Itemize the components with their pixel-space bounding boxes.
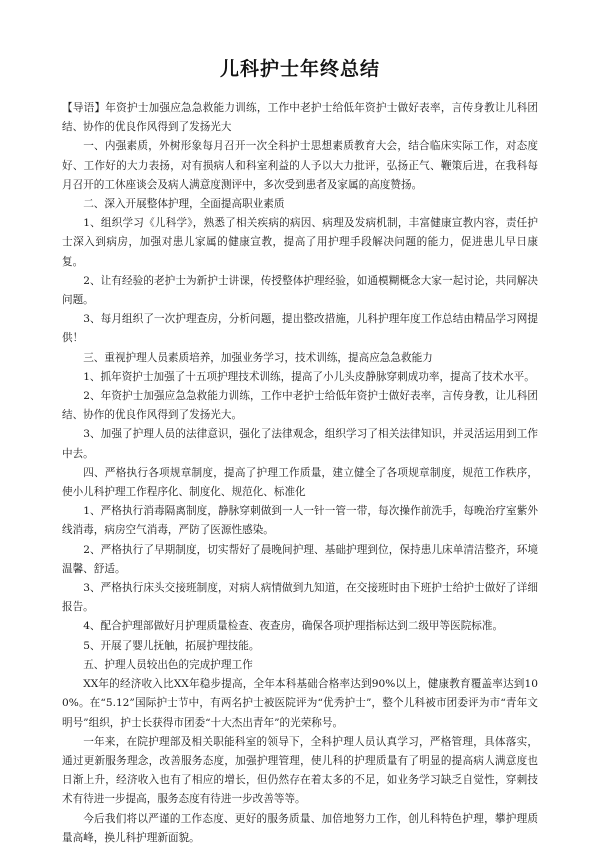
paragraph: 1、严格执行消毒隔离制度，静脉穿刺做到一人一针一管一带，每次操作前洗手，每晚治疗室紫外线消毒，病房空气消毒，严防了医源性感染。 (62, 505, 538, 537)
paragraph: 2、年资护士加强应急急救能力训练，工作中老护士给低年资护士做好表率，言传身教，让儿科团结、协作的优良作风得到了发扬光大。 (62, 390, 538, 422)
paragraph: 一、内强素质，外树形象每月召开一次全科护士思想素质教育大会，结合临床实际工作，对态度好、工作好的大力表扬，对有损病人和科室利益的人予以大力批评，弘扬正气、鞭策后进，在我科每月召开的工休座谈会及病人满意度测评中，多次受到患者及家属的高度赞扬。 (62, 140, 538, 191)
paragraph: 【导语】年资护士加强应急急救能力训练，工作中老护士给低年资护士做好表率，言传身教让儿科团结、协作的优良作风得到了发扬光大 (62, 102, 538, 134)
paragraph: 五、护理人员较出色的完成护理工作 (83, 658, 253, 671)
document-body (62, 99, 538, 848)
paragraph: 二、深入开展整体护理，全面提高职业素质 (83, 198, 285, 211)
paragraph: 今后我们将以严谨的工作态度、更好的服务质量、加倍地努力工作，创儿科特色护理，攀护理质量高峰，换儿科护理新面貌。 (62, 812, 538, 844)
document-title: 儿科护士年终总结 (219, 58, 380, 80)
paragraph: 3、加强了护理人员的法律意识，强化了法律观念，组织学习了相关法律知识，并灵活运用到工作中去。 (62, 428, 538, 460)
paragraph: 3、每月组织了一次护理查房，分析问题，提出整改措施，儿科护理年度工作总结由精品学习网提供！ (62, 313, 538, 345)
paragraph: 一年来，在院护理部及相关职能科室的领导下，全科护理人员认真学习，严格管理，具体落实，通过更新服务理念，改善服务态度，加强护理管理，使儿科的护理质量有了明显的提高病人满意度也日渐上升，经济收入也有了相应的增长，但仍然存在着太多的不足，如业务学习缺乏自觉性，穿刺技术有待进一步提高，服务态度有待进一步改善等等。 (62, 735, 538, 806)
paragraph: 1、组织学习《儿科学》，熟悉了相关疾病的病因、病理及发病机制，丰富健康宣教内容，责任护士深入到病房，加强对患儿家属的健康宣教，提高了用护理手段解决问题的能力，促进患儿早日康复。 (62, 217, 538, 268)
paragraph: 1、抓年资护士加强了十五项护理技术训练，提高了小儿头皮静脉穿刺成功率，提高了技术水平。 (83, 370, 535, 383)
paragraph: XX年的经济收入比XX年稳步提高，全年本科基础合格率达到90%以上，健康教育覆盖率达到100%。在“5.12”国际护士节中，有两名护士被医院评为“优秀护士”，整个儿科被市团委评为市“青年文明号”组织，护士长获得市团委“十大杰出青年”的光荣称号。 (62, 678, 538, 729)
paragraph: 2、严格执行了早期制度，切实帮好了晨晚间护理、基础护理到位，保持患儿床单清洁整齐，环境温馨、舒适。 (62, 543, 538, 575)
paragraph: 三、重视护理人员素质培养，加强业务学习，技术训练，提高应急急救能力 (83, 351, 433, 364)
paragraph: 4、配合护理部做好月护理质量检查、夜查房，确保各项护理指标达到二级甲等医院标准。 (83, 620, 504, 633)
paragraph: 2、让有经验的老护士为新护士讲课，传授整体护理经验，如通模糊概念大家一起讨论，共同解决问题。 (62, 274, 538, 307)
paragraph: 5、开展了婴儿抚触，拓展护理技能。 (83, 639, 260, 652)
paragraph: 3、严格执行床头交接班制度，对病人病情做到九知道，在交接班时由下班护士给护士做好了详细报告。 (62, 582, 538, 614)
paragraph: 四、严格执行各项规章制度，提高了护理工作质量，建立健全了各项规章制度，规范工作秩序，使小儿科护理工作程序化、制度化、规范化、标准化 (62, 466, 538, 499)
